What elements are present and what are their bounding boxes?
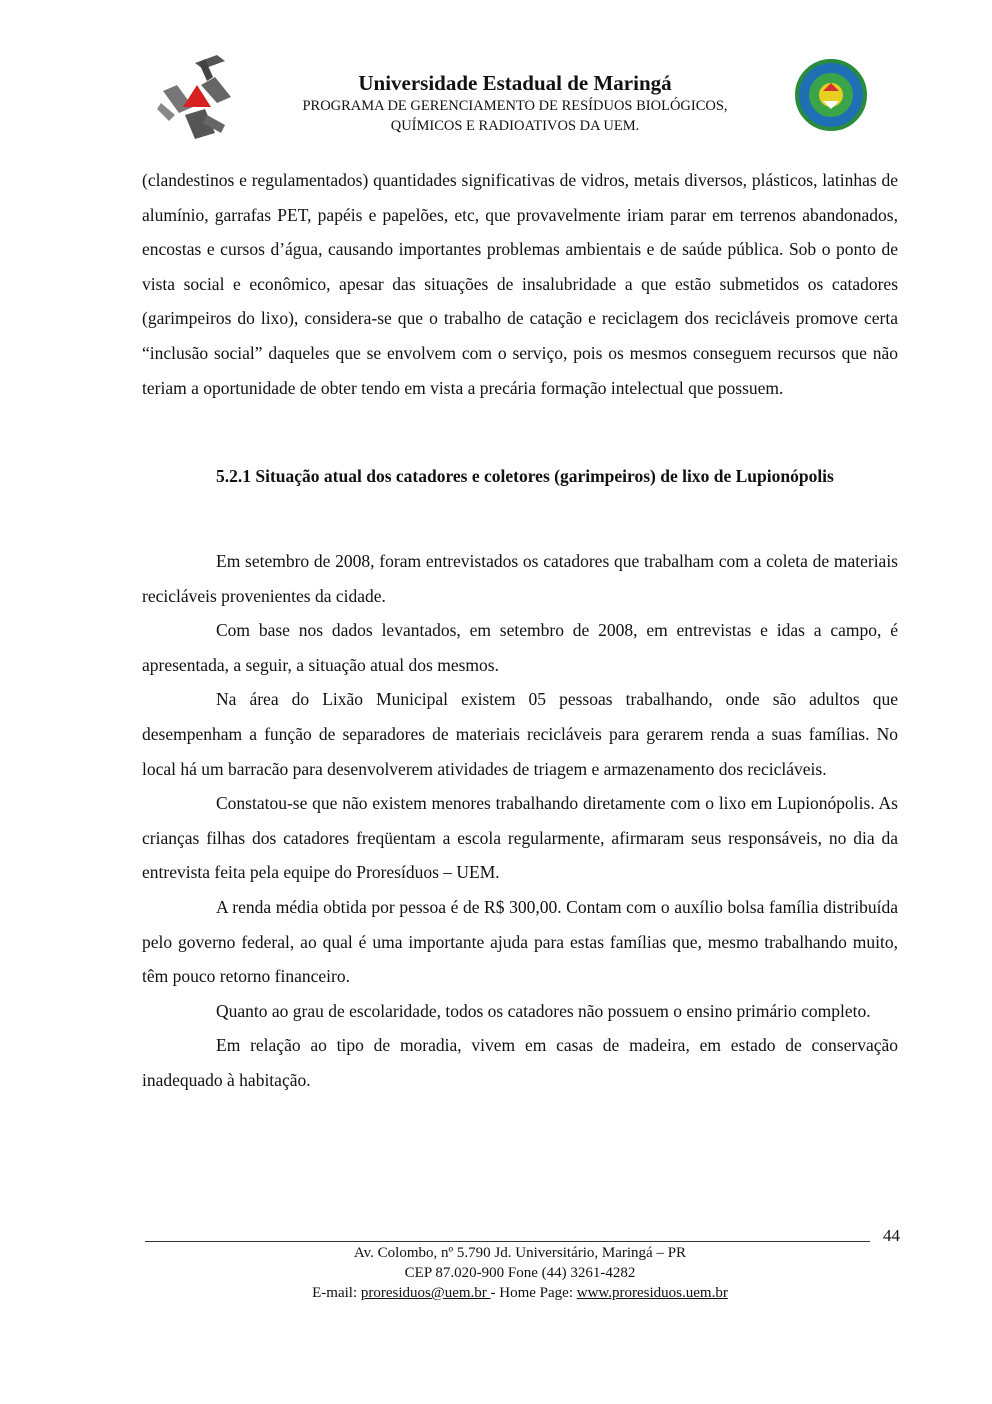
paragraph: Quanto ao grau de escolaridade, todos os catadores não possuem o ensino primário completo.	[216, 1000, 871, 1021]
paragraph: A renda média obtida por pessoa é de R$ 300,00. Contam com o auxílio bolsa família distribuída pelo governo federal, ao qual é uma importante ajuda para estas famílias que, mesmo trabalhando muito, têm pouco retorno financeiro.	[142, 896, 898, 987]
page-footer	[145, 1243, 895, 1303]
uem-logo-icon	[155, 55, 235, 140]
homepage-label: - Home Page:	[490, 1285, 577, 1301]
section-title: 5.2.1 Situação atual dos catadores e coletores (garimpeiros) de lixo de Lupionópolis	[216, 466, 834, 486]
program-line-1: PROGRAMA DE GERENCIAMENTO DE RESÍDUOS BIOLÓGICOS,	[302, 98, 728, 114]
paragraph: Em setembro de 2008, foram entrevistados os catadores que trabalham com a coleta de materiais recicláveis provenientes da cidade.	[142, 551, 898, 606]
email-link[interactable]: proresiduos@uem.br	[360, 1285, 491, 1301]
footer-address: Av. Colombo, nº 5.790 Jd. Universitário, Maringá – PR	[353, 1245, 687, 1261]
email-label: E-mail:	[312, 1285, 361, 1301]
footer-divider	[145, 1241, 870, 1242]
paragraph: Na área do Lixão Municipal existem 05 pessoas trabalhando, onde são adultos que desempenham a função de separadores de materiais recicláveis para gerarem renda a suas famílias. No local há um barracão para desenvolverem atividades de triagem e armazenamento dos recicláveis.	[142, 689, 898, 779]
proresiduos-logo-icon	[793, 57, 869, 133]
footer-contact	[145, 1283, 895, 1303]
page-header	[150, 55, 870, 145]
program-line-2: QUÍMICOS E RADIOATIVOS DA UEM.	[390, 118, 640, 134]
intro-paragraph: (clandestinos e regulamentados) quantidades significativas de vidros, metais diversos, plásticos, latinhas de alumínio, garrafas PET, papéis e papelões, etc, que provavelmente iriam parar em terrenos abandonados, encostas e cursos d’água, causando importantes problemas ambientais e de saúde pública. Sob o ponto de vista social e econômico, apesar das situações de insalubridade a que estão submetidos os catadores (garimpeiros do lixo), considera-se que o trabalho de catação e reciclagem dos recicláveis promove certa “inclusão social” daqueles que se envolvem com o serviço, pois os mesmos conseguem recursos que não teriam a oportunidade de obter tendo em vista a precária formação intelectual que possuem.	[142, 170, 898, 398]
paragraph: Constatou-se que não existem menores trabalhando diretamente com o lixo em Lupionópolis. As crianças filhas dos catadores freqüentam a escola regularmente, afirmaram seus responsáveis, no dia da entrevista feita pela equipe do Proresíduos – UEM.	[142, 793, 898, 883]
intro-paragraph-block	[142, 163, 898, 405]
university-name: Universidade Estadual de Maringá	[358, 71, 672, 95]
footer-cep-phone: CEP 87.020-900 Fone (44) 3261-4282	[404, 1265, 636, 1281]
paragraph: Com base nos dados levantados, em setembro de 2008, em entrevistas e idas a campo, é apresentada, a seguir, a situação atual dos mesmos.	[142, 620, 898, 675]
page-number: 44	[883, 1226, 900, 1245]
homepage-link[interactable]: www.proresiduos.uem.br	[576, 1285, 728, 1301]
paragraph: Em relação ao tipo de moradia, vivem em casas de madeira, em estado de conservação inadequado à habitação.	[142, 1035, 898, 1090]
header-text	[245, 70, 785, 136]
section-body	[142, 544, 898, 1098]
